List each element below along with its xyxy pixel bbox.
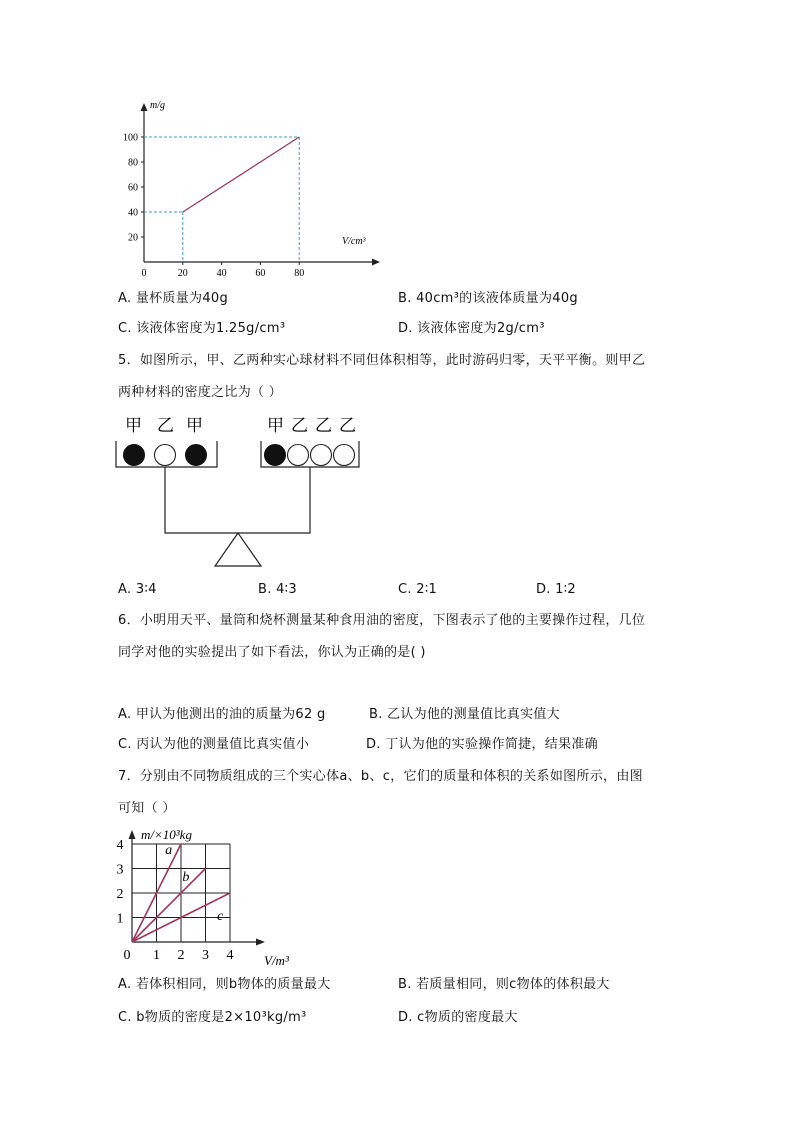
- q4-option-a[interactable]: A. 量杯质量为40g: [118, 291, 229, 306]
- balance-beam: [165, 467, 310, 533]
- right-ball-yi-3: [334, 445, 355, 466]
- graph2-x-tick-label: 0: [123, 948, 131, 963]
- graph2-x-tick-label: 4: [226, 948, 234, 963]
- left-ball-jia-1: [124, 445, 145, 466]
- graph2-y-label: m/×10³kg: [141, 827, 192, 842]
- left-label-jia-1: 甲: [125, 416, 142, 435]
- graph1-series-line: [183, 137, 299, 212]
- q5-option-d[interactable]: D. 1∶2: [536, 582, 577, 597]
- q7-option-d[interactable]: D. c物质的密度最大: [398, 1010, 518, 1025]
- graph1-x-tick-label: 60: [255, 268, 266, 279]
- graph2-axes: [129, 830, 266, 946]
- q7-option-b[interactable]: B. 若质量相同，则c物体的体积最大: [398, 977, 610, 992]
- graph2-y-tick-label: 3: [116, 862, 124, 878]
- graph2-label-b: b: [182, 869, 190, 885]
- right-label-yi-1: 乙: [291, 416, 308, 435]
- balance-scale-diagram: [110, 410, 370, 570]
- q7-stem-line1: 7．分别由不同物质组成的三个实心体a、b、c，它们的质量和体积的关系如图所示，由图: [118, 769, 643, 784]
- graph2-y-tick-label: 4: [116, 838, 124, 853]
- q6-option-d[interactable]: D. 丁认为他的实验操作简捷，结果准确: [366, 737, 598, 752]
- graph2-label-c: c: [217, 908, 224, 924]
- graph1-y-label: m/g: [150, 100, 165, 111]
- left-label-jia-2: 甲: [186, 416, 203, 435]
- q6-stem-line1: 6．小明用天平、量筒和烧杯测量某种食用油的密度，下图表示了他的主要操作过程，几位: [118, 613, 646, 628]
- graph1-x-tick-label: 20: [177, 268, 188, 279]
- right-label-jia: 甲: [267, 416, 284, 435]
- q6-option-b[interactable]: B. 乙认为他的测量值比真实值大: [369, 707, 560, 722]
- graph2-line-b: [132, 869, 206, 943]
- q7-option-c[interactable]: C. b物质的密度是2×10³kg/m³: [118, 1010, 307, 1025]
- q5-stem-line2: 两种材料的密度之比为（ ）: [118, 385, 283, 400]
- q7-option-a[interactable]: A. 若体积相同，则b物体的质量最大: [118, 977, 331, 992]
- graph1-x-tick-label: 0: [141, 268, 147, 279]
- left-ball-jia-2: [186, 445, 207, 466]
- graph2-y-tick-label: 1: [116, 911, 124, 927]
- q4-option-d[interactable]: D. 该液体密度为2g/cm³: [398, 321, 545, 336]
- graph2-x-label: V/m³: [264, 953, 289, 968]
- fulcrum: [215, 533, 261, 566]
- right-label-yi-3: 乙: [339, 416, 356, 435]
- graph1-x-tick-label: 80: [294, 268, 305, 279]
- right-ball-jia: [265, 445, 286, 466]
- graph1-x-label: V/cm³: [342, 236, 366, 247]
- right-label-yi-2: 乙: [315, 416, 332, 435]
- q4-option-c[interactable]: C. 该液体密度为1.25g/cm³: [118, 321, 286, 336]
- graph1-guides: [144, 137, 299, 262]
- graph2-x-tick-label: 1: [153, 948, 160, 963]
- q6-stem-line2: 同学对他的实验提出了如下看法，你认为正确的是( ): [118, 645, 426, 660]
- graph1-y-tick-label: 100: [123, 132, 138, 144]
- graph2-x-tick-label: 2: [177, 948, 185, 963]
- q5-stem-line1: 5．如图所示，甲、乙两种实心球材料不同但体积相等，此时游码归零，天平平衡。则甲乙: [118, 353, 646, 368]
- graph1-y-tick-label: 60: [128, 182, 138, 194]
- graph2-x-tick-label: 3: [202, 948, 209, 963]
- q6-option-a[interactable]: A. 甲认为他测出的油的质量为62 g: [118, 707, 326, 722]
- left-ball-yi: [155, 445, 176, 466]
- graph2-label-a: a: [165, 842, 173, 858]
- q7-stem-line2: 可知（ ）: [118, 801, 176, 816]
- q6-option-c[interactable]: C. 丙认为他的测量值比真实值小: [118, 737, 310, 752]
- graph1-y-tick-label: 80: [128, 157, 138, 169]
- graph2-y-tick-label: 2: [116, 887, 124, 902]
- graph1-ticks: [123, 133, 304, 280]
- right-ball-yi-1: [288, 445, 309, 466]
- graph1-y-tick-label: 40: [128, 207, 138, 219]
- q5-option-a[interactable]: A. 3∶4: [118, 582, 157, 597]
- mass-volume-graph: [110, 95, 390, 280]
- graph1-x-tick-label: 40: [216, 268, 227, 279]
- q4-option-b[interactable]: B. 40cm³的该液体质量为40g: [398, 291, 578, 306]
- right-ball-yi-2: [311, 445, 332, 466]
- q5-option-c[interactable]: C. 2∶1: [398, 582, 438, 597]
- abc-mass-volume-graph: [110, 825, 310, 970]
- q5-option-b[interactable]: B. 4∶3: [258, 582, 297, 597]
- left-label-yi: 乙: [157, 416, 174, 435]
- graph1-y-tick-label: 20: [128, 232, 138, 244]
